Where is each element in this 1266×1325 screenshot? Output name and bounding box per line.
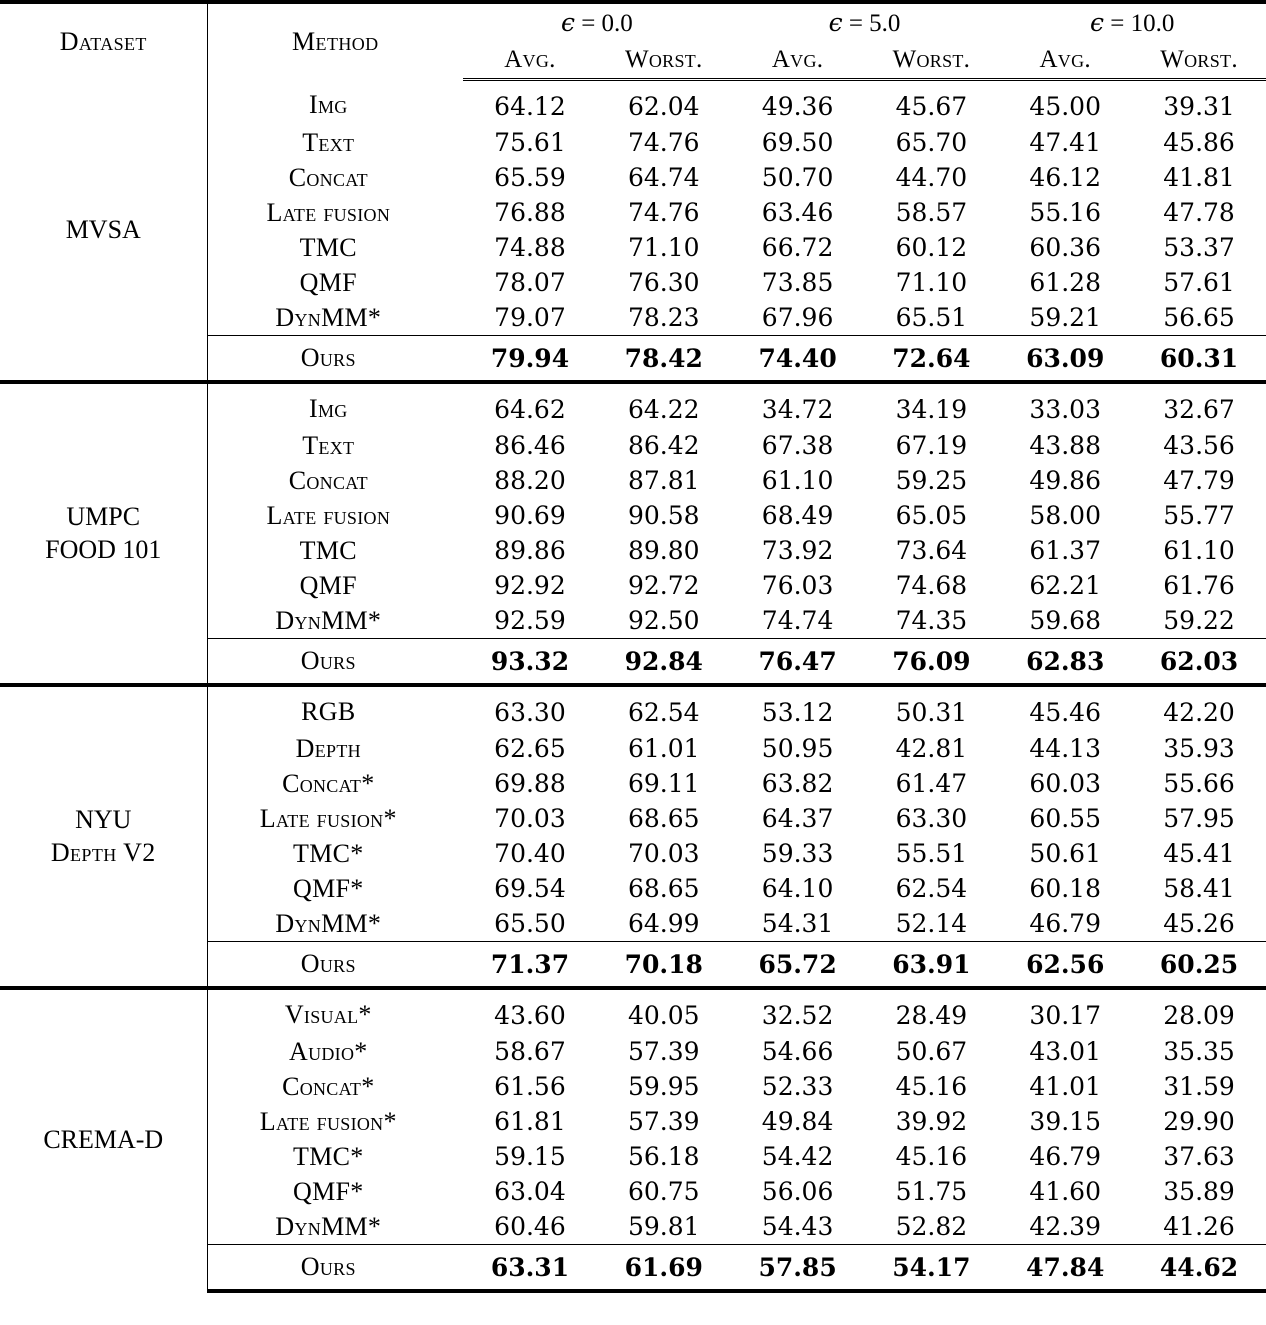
metric-value: 71.10	[627, 233, 700, 262]
metric-value-ours: 76.47	[731, 639, 865, 686]
metric-value-ours: 44.62	[1132, 1245, 1266, 1292]
table-row	[0, 685, 1266, 731]
metric-value-ours: 63.31	[463, 1245, 597, 1292]
metric-value: 28.09	[1132, 988, 1266, 1034]
metric-value: 46.12	[1029, 163, 1101, 192]
metric-value: 61.56	[494, 1072, 566, 1101]
column-header-eps10-worst: Worst.	[1132, 42, 1266, 80]
metric-value: 57.95	[1163, 804, 1235, 833]
method-label: Img	[207, 382, 463, 428]
metric-value-ours: 61.69	[597, 1245, 731, 1292]
metric-value: 57.39	[627, 1037, 700, 1066]
metric-value: 60.12	[895, 233, 968, 262]
metric-value: 74.88	[494, 233, 566, 262]
metric-value: 52.14	[895, 909, 968, 938]
method-label: Concat*	[207, 766, 463, 801]
method-label: Audio*	[207, 1034, 463, 1069]
metric-value: 70.03	[627, 839, 700, 868]
metric-value: 37.63	[1163, 1142, 1235, 1171]
metric-value-ours: 54.17	[865, 1245, 999, 1292]
metric-value: 59.68	[1029, 606, 1101, 635]
metric-value: 60.75	[627, 1177, 700, 1206]
metric-value: 79.07	[494, 303, 566, 332]
metric-value: 90.69	[494, 501, 566, 530]
metric-value: 34.19	[865, 382, 999, 428]
metric-value: 61.76	[1163, 571, 1235, 600]
metric-value: 61.37	[1029, 536, 1101, 565]
metric-value: 41.01	[1029, 1072, 1101, 1101]
metric-value-ours: 70.18	[597, 942, 731, 989]
metric-value: 89.80	[627, 536, 700, 565]
metric-value: 50.67	[895, 1037, 968, 1066]
metric-value: 41.81	[1163, 163, 1235, 192]
metric-value: 76.88	[494, 198, 566, 227]
method-label: QMF*	[207, 871, 463, 906]
metric-value: 45.46	[998, 685, 1132, 731]
metric-value: 92.59	[494, 606, 566, 635]
method-label: Concat*	[207, 1069, 463, 1104]
metric-value: 31.59	[1163, 1072, 1235, 1101]
metric-value: 51.75	[895, 1177, 968, 1206]
metric-value: 54.31	[761, 909, 834, 938]
metric-value: 59.25	[895, 466, 968, 495]
metric-value: 62.04	[627, 91, 700, 121]
metric-value: 33.03	[998, 382, 1132, 428]
metric-value: 63.30	[463, 685, 597, 731]
metric-value: 69.88	[494, 769, 566, 798]
metric-value-ours: 93.32	[463, 639, 597, 686]
metric-value: 39.15	[1029, 1107, 1101, 1136]
metric-value: 44.13	[1029, 734, 1101, 763]
metric-value-ours: 60.31	[1132, 336, 1266, 383]
dataset-label-crema-d	[0, 988, 207, 1291]
metric-value: 86.46	[494, 431, 566, 460]
method-label: Img	[207, 80, 463, 126]
metric-value: 92.50	[627, 606, 700, 635]
metric-value: 58.57	[895, 198, 968, 227]
method-label: TMC*	[207, 836, 463, 871]
metric-value: 66.72	[761, 233, 834, 262]
metric-value: 71.10	[895, 268, 968, 297]
metric-value-ours: 71.37	[463, 942, 597, 989]
metric-value: 54.42	[761, 1142, 834, 1171]
metric-value: 74.35	[895, 606, 968, 635]
metric-value: 74.68	[895, 571, 968, 600]
metric-value: 60.55	[1029, 804, 1101, 833]
metric-value-ours: 65.72	[731, 942, 865, 989]
metric-value: 90.58	[627, 501, 700, 530]
header-row-groups	[0, 2, 1266, 42]
metric-value: 47.78	[1163, 198, 1235, 227]
dataset-label-line: NYU	[75, 805, 132, 834]
metric-value: 86.42	[627, 431, 700, 460]
metric-value: 45.16	[895, 1072, 968, 1101]
metric-value: 42.39	[1029, 1212, 1101, 1241]
metric-value-ours: 62.83	[998, 639, 1132, 686]
metric-value-ours: 76.09	[865, 639, 999, 686]
metric-value-ours: 92.84	[597, 639, 731, 686]
metric-value: 70.40	[494, 839, 566, 868]
metric-value: 62.54	[895, 874, 968, 903]
metric-value: 32.52	[731, 988, 865, 1034]
metric-value: 47.41	[1029, 128, 1101, 157]
dataset-label-line: FOOD 101	[45, 534, 162, 564]
method-label: QMF	[207, 265, 463, 300]
method-label: TMC*	[207, 1139, 463, 1174]
metric-value: 74.74	[761, 606, 834, 635]
column-group-header-eps-5: ϵ = 5.0	[731, 2, 999, 42]
metric-value: 61.47	[895, 769, 968, 798]
metric-value: 70.03	[494, 804, 566, 833]
column-header-method: Method	[207, 2, 463, 80]
metric-value: 35.35	[1163, 1037, 1235, 1066]
column-header-dataset: Dataset	[0, 2, 207, 80]
metric-value: 60.36	[1029, 233, 1101, 262]
method-label: DynMM*	[207, 1209, 463, 1245]
metric-value-ours: 63.09	[998, 336, 1132, 383]
metric-value: 49.84	[761, 1107, 834, 1136]
metric-value: 92.92	[494, 571, 566, 600]
metric-value: 68.49	[761, 501, 834, 530]
method-label: TMC	[207, 230, 463, 265]
metric-value: 45.67	[895, 91, 968, 121]
table-row	[0, 382, 1266, 428]
method-label-ours: Ours	[207, 639, 463, 686]
column-header-eps0-worst: Worst.	[597, 42, 731, 80]
method-label: Visual*	[207, 988, 463, 1034]
dataset-label-line: UMPC	[66, 502, 141, 531]
method-label: DynMM*	[207, 906, 463, 942]
dataset-label-line: Depth V2	[50, 837, 156, 867]
metric-value: 60.18	[1029, 874, 1101, 903]
metric-value: 30.17	[998, 988, 1132, 1034]
metric-value: 92.72	[627, 571, 700, 600]
metric-value: 65.51	[895, 303, 968, 332]
metric-value: 42.20	[1132, 685, 1266, 731]
metric-value: 87.81	[627, 466, 700, 495]
metric-value: 60.03	[1029, 769, 1101, 798]
method-label: DynMM*	[207, 300, 463, 336]
metric-value: 50.61	[1029, 839, 1101, 868]
metric-value-ours: 72.64	[865, 336, 999, 383]
metric-value: 42.81	[895, 734, 968, 763]
metric-value: 69.54	[494, 874, 566, 903]
metric-value: 58.41	[1163, 874, 1235, 903]
metric-value: 40.05	[597, 988, 731, 1034]
metric-value: 75.61	[494, 128, 566, 157]
method-label: Depth	[207, 731, 463, 766]
metric-value: 64.37	[761, 804, 834, 833]
table-header	[0, 2, 1266, 80]
metric-value: 57.61	[1163, 268, 1235, 297]
metric-value: 61.01	[627, 734, 700, 763]
metric-value: 39.92	[895, 1107, 968, 1136]
metric-value: 39.31	[1163, 91, 1235, 121]
table-row	[0, 988, 1266, 1034]
metric-value: 61.28	[1029, 268, 1101, 297]
metric-value: 64.22	[597, 382, 731, 428]
column-group-header-eps-10: ϵ = 10.0	[998, 2, 1266, 42]
metric-value: 64.99	[627, 909, 700, 938]
table-body	[0, 80, 1266, 1292]
metric-value: 56.18	[627, 1142, 700, 1171]
metric-value: 45.86	[1163, 128, 1235, 157]
metric-value: 45.41	[1163, 839, 1235, 868]
metric-value: 56.65	[1163, 303, 1235, 332]
method-label: QMF*	[207, 1174, 463, 1209]
method-label: RGB	[207, 685, 463, 731]
metric-value: 52.82	[895, 1212, 968, 1241]
metric-value: 29.90	[1163, 1107, 1235, 1136]
metric-value: 56.06	[761, 1177, 834, 1206]
column-header-eps0-avg: Avg.	[463, 42, 597, 80]
metric-value: 55.16	[1029, 198, 1101, 227]
metric-value: 55.77	[1163, 501, 1235, 530]
metric-value: 47.79	[1163, 466, 1235, 495]
metric-value: 61.10	[761, 466, 834, 495]
metric-value-ours: 60.25	[1132, 942, 1266, 989]
metric-value: 50.95	[761, 734, 834, 763]
method-label-ours: Ours	[207, 336, 463, 383]
metric-value: 65.59	[494, 163, 566, 192]
dataset-label-mvsa	[0, 80, 207, 383]
metric-value: 67.96	[761, 303, 834, 332]
metric-value: 59.95	[627, 1072, 700, 1101]
metric-value: 62.21	[1029, 571, 1101, 600]
metric-value: 49.36	[761, 91, 834, 121]
method-label: Text	[207, 125, 463, 160]
table-row	[0, 80, 1266, 126]
metric-value-ours: 79.94	[463, 336, 597, 383]
metric-value: 34.72	[731, 382, 865, 428]
metric-value: 74.76	[627, 128, 700, 157]
metric-value: 59.15	[494, 1142, 566, 1171]
metric-value: 88.20	[494, 466, 566, 495]
metric-value-ours: 63.91	[865, 942, 999, 989]
metric-value: 62.54	[597, 685, 731, 731]
metric-value-ours: 78.42	[597, 336, 731, 383]
metric-value: 89.86	[494, 536, 566, 565]
metric-value: 69.50	[761, 128, 834, 157]
metric-value: 35.93	[1163, 734, 1235, 763]
metric-value: 59.22	[1163, 606, 1235, 635]
metric-value: 64.62	[463, 382, 597, 428]
column-group-header-eps-0: ϵ = 0.0	[463, 2, 731, 42]
metric-value: 41.60	[1029, 1177, 1101, 1206]
metric-value: 43.56	[1163, 431, 1235, 460]
method-label: Concat	[207, 160, 463, 195]
metric-value: 58.00	[1029, 501, 1101, 530]
metric-value: 67.19	[895, 431, 968, 460]
metric-value: 62.65	[494, 734, 566, 763]
metric-value: 69.11	[627, 769, 700, 798]
metric-value: 65.05	[895, 501, 968, 530]
metric-value: 43.01	[1029, 1037, 1101, 1066]
metric-value: 41.26	[1163, 1212, 1235, 1241]
metric-value: 44.70	[895, 163, 968, 192]
metric-value: 59.21	[1029, 303, 1101, 332]
metric-value: 54.66	[761, 1037, 834, 1066]
metric-value: 54.43	[761, 1212, 834, 1241]
method-label-ours: Ours	[207, 1245, 463, 1292]
column-header-eps10-avg: Avg.	[998, 42, 1132, 80]
metric-value: 55.51	[895, 839, 968, 868]
metric-value: 65.50	[494, 909, 566, 938]
metric-value-ours: 47.84	[998, 1245, 1132, 1292]
metric-value: 68.65	[627, 874, 700, 903]
metric-value: 73.92	[761, 536, 834, 565]
metric-value: 64.10	[761, 874, 834, 903]
metric-value: 76.03	[761, 571, 834, 600]
metric-value: 73.64	[895, 536, 968, 565]
metric-value: 45.16	[895, 1142, 968, 1171]
metric-value: 63.04	[494, 1177, 566, 1206]
dataset-label-umpc-food-101	[0, 382, 207, 685]
metric-value-ours: 62.03	[1132, 639, 1266, 686]
metric-value: 55.66	[1163, 769, 1235, 798]
method-label: Concat	[207, 463, 463, 498]
method-label-ours: Ours	[207, 942, 463, 989]
metric-value: 78.07	[494, 268, 566, 297]
metric-value: 53.37	[1163, 233, 1235, 262]
metric-value: 45.26	[1163, 909, 1235, 938]
metric-value: 63.30	[895, 804, 968, 833]
metric-value: 78.23	[627, 303, 700, 332]
metric-value: 28.49	[865, 988, 999, 1034]
metric-value: 63.46	[761, 198, 834, 227]
metric-value: 43.60	[463, 988, 597, 1034]
metric-value: 64.12	[494, 91, 566, 121]
method-label: QMF	[207, 568, 463, 603]
metric-value: 49.86	[1029, 466, 1101, 495]
metric-value: 58.67	[494, 1037, 566, 1066]
metric-value: 43.88	[1029, 431, 1101, 460]
method-label: Late fusion	[207, 498, 463, 533]
method-label: Late fusion*	[207, 801, 463, 836]
method-label: DynMM*	[207, 603, 463, 639]
metric-value: 50.70	[761, 163, 834, 192]
dataset-label-line: CREMA-D	[43, 1125, 164, 1155]
metric-value: 60.46	[494, 1212, 566, 1241]
metric-value: 65.70	[895, 128, 968, 157]
metric-value-ours: 62.56	[998, 942, 1132, 989]
metric-value: 63.82	[761, 769, 834, 798]
column-header-eps5-worst: Worst.	[865, 42, 999, 80]
dataset-label-line: MVSA	[65, 214, 141, 244]
metric-value: 32.67	[1132, 382, 1266, 428]
column-header-eps5-avg: Avg.	[731, 42, 865, 80]
metric-value: 64.74	[627, 163, 700, 192]
metric-value: 76.30	[627, 268, 700, 297]
metric-value: 61.10	[1163, 536, 1235, 565]
metric-value: 46.79	[1029, 909, 1101, 938]
metric-value: 57.39	[627, 1107, 700, 1136]
dataset-label-nyu-depth-v2	[0, 685, 207, 988]
metric-value: 46.79	[1029, 1142, 1101, 1171]
metric-value: 73.85	[761, 268, 834, 297]
metric-value-ours: 57.85	[731, 1245, 865, 1292]
metric-value-ours: 74.40	[731, 336, 865, 383]
metric-value: 50.31	[865, 685, 999, 731]
method-label: Late fusion	[207, 195, 463, 230]
metric-value: 61.81	[494, 1107, 566, 1136]
metric-value: 52.33	[761, 1072, 834, 1101]
method-label: Text	[207, 428, 463, 463]
metric-value: 59.33	[761, 839, 834, 868]
metric-value: 45.00	[1029, 91, 1101, 121]
metric-value: 35.89	[1163, 1177, 1235, 1206]
method-label: Late fusion*	[207, 1104, 463, 1139]
metric-value: 53.12	[731, 685, 865, 731]
metric-value: 68.65	[627, 804, 700, 833]
metric-value: 67.38	[761, 431, 834, 460]
method-label: TMC	[207, 533, 463, 568]
metric-value: 59.81	[627, 1212, 700, 1241]
metric-value: 74.76	[627, 198, 700, 227]
